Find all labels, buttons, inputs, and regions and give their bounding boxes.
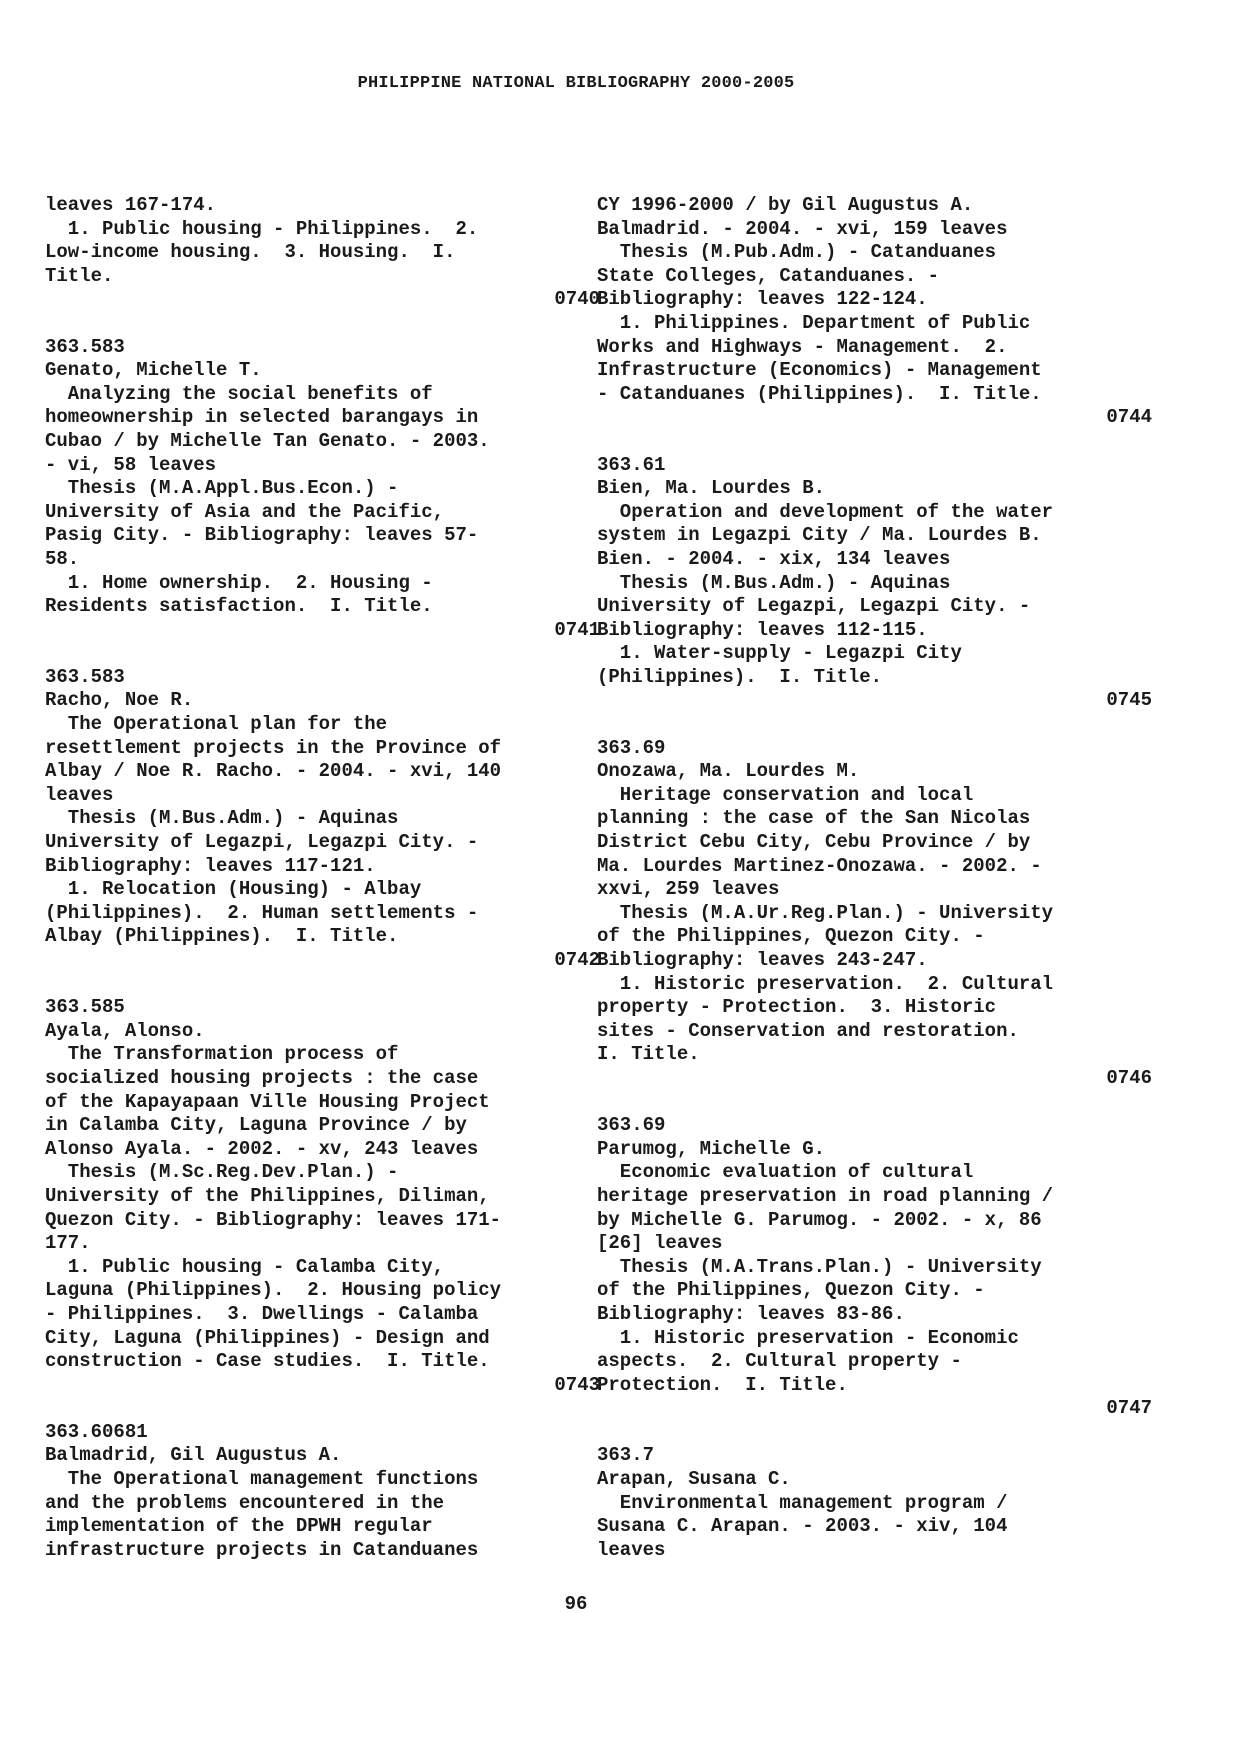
text-line: - vi, 58 leaves (45, 453, 217, 476)
text-line: leaves (45, 783, 114, 806)
text-line: - Catanduanes (Philippines). I. Title. (597, 382, 1042, 405)
text-line: infrastructure projects in Catanduanes (45, 1538, 479, 1561)
text-line: The Operational management functions (45, 1468, 479, 1491)
text-line: Onozawa, Ma. Lourdes M. (597, 760, 860, 783)
text-line: Bien, Ma. Lourdes B. (597, 477, 826, 500)
text-line: 363.61 (597, 453, 666, 476)
entry-spacer (45, 312, 600, 336)
text-line: 1. Public housing - Calamba City, (45, 1255, 445, 1278)
text-line: construction - Case studies. I. Title. (45, 1350, 490, 1373)
text-line: by Michelle G. Parumog. - 2002. - x, 86 (597, 1208, 1042, 1231)
text-line: University of Legazpi, Legazpi City. - (597, 595, 1031, 618)
text-line: 1. Home ownership. 2. Housing - (45, 571, 433, 594)
text-line: Bibliography: leaves 112-115. (597, 618, 928, 641)
text-line: of the Philippines, Quezon City. - (597, 925, 985, 948)
text-line: socialized housing projects : the case (45, 1066, 479, 1089)
entry-number: 0747 (1106, 1397, 1152, 1420)
text-line: system in Legazpi City / Ma. Lourdes B. (597, 524, 1042, 547)
entry-number: 0744 (1106, 406, 1152, 429)
text-line: Bibliography: leaves 243-247. (597, 949, 928, 971)
text-line: of the Philippines, Quezon City. - (597, 1279, 985, 1302)
text-line: leaves 167-174. (45, 194, 217, 216)
text-line: University of Asia and the Pacific, (45, 500, 445, 523)
text-line: The Transformation process of (45, 1043, 399, 1066)
text-line: 1. Historic preservation - Economic (597, 1326, 1019, 1349)
text-line: Albay / Noe R. Racho. - 2004. - xvi, 140 (45, 760, 502, 783)
text-line: Residents satisfaction. I. Title. (45, 595, 433, 618)
text-line: planning : the case of the San Nicolas (597, 807, 1031, 830)
text-line: Economic evaluation of cultural (597, 1161, 974, 1184)
text-line: sites - Conservation and restoration. (597, 1019, 1019, 1042)
text-line: Protection. I. Title. (597, 1373, 848, 1396)
text-line: heritage preservation in road planning / (597, 1184, 1054, 1207)
text-line: (Philippines). 2. Human settlements - (45, 901, 479, 924)
text-line: State Colleges, Catanduanes. - (597, 264, 940, 287)
text-line: (Philippines). I. Title. (597, 665, 883, 688)
entry-spacer (597, 430, 1152, 454)
text-line: Ayala, Alonso. (45, 1019, 205, 1042)
text-line: xxvi, 259 leaves (597, 878, 780, 901)
text-line: Albay (Philippines). I. Title. (45, 925, 399, 948)
text-line: Balmadrid, Gil Augustus A. (45, 1444, 342, 1467)
text-line: of the Kapayapaan Ville Housing Project (45, 1090, 490, 1113)
text-line: 177. (45, 1232, 91, 1255)
text-line: 1. Philippines. Department of Public (597, 311, 1031, 334)
text-line: Thesis (M.Pub.Adm.) - Catanduanes (597, 241, 997, 264)
text-line: Bibliography: leaves 83-86. (597, 1302, 905, 1325)
text-line: Thesis (M.Bus.Adm.) - Aquinas (45, 807, 399, 830)
text-line: 1. Relocation (Housing) - Albay (45, 878, 422, 901)
text-line: property - Protection. 3. Historic (597, 996, 997, 1019)
text-line: 363.583 (45, 665, 125, 688)
text-line: Racho, Noe R. (45, 689, 194, 712)
text-line: Thesis (M.A.Ur.Reg.Plan.) - University (597, 901, 1054, 924)
entry-number: 0743 (554, 1373, 600, 1396)
entry-spacer (45, 1397, 600, 1421)
text-line: Susana C. Arapan. - 2003. - xiv, 104 (597, 1515, 1008, 1538)
text-line: District Cebu City, Cebu Province / by (597, 831, 1031, 854)
text-line: 363.69 (597, 736, 666, 759)
text-line: 1. Historic preservation. 2. Cultural (597, 972, 1054, 995)
text-line: Bibliography: leaves 117-121. (45, 854, 376, 877)
text-line: Parumog, Michelle G. (597, 1137, 826, 1160)
text-line: Thesis (M.A.Appl.Bus.Econ.) - (45, 477, 399, 500)
text-line: 1. Water-supply - Legazpi City (597, 642, 962, 665)
text-line: Pasig City. - Bibliography: leaves 57- (45, 524, 479, 547)
right-column (597, 194, 1152, 1562)
text-line: CY 1996-2000 / by Gil Augustus A. (597, 194, 974, 216)
entry-number: 0741 (554, 618, 600, 641)
text-line: Thesis (M.Bus.Adm.) - Aquinas (597, 571, 951, 594)
text-line: 363.583 (45, 335, 125, 358)
entry-number: 0740 (554, 288, 600, 311)
text-line: Analyzing the social benefits of (45, 382, 433, 405)
page-header: PHILIPPINE NATIONAL BIBLIOGRAPHY 2000-2005 (357, 74, 795, 93)
text-line: Arapan, Susana C. (597, 1468, 791, 1491)
text-line: Operation and development of the water (597, 500, 1054, 523)
text-line: resettlement projects in the Province of (45, 736, 502, 759)
text-line: Bibliography: leaves 122-124. (597, 288, 928, 311)
text-line: Environmental management program / (597, 1491, 1008, 1514)
entry-spacer (597, 1091, 1152, 1115)
text-line: 363.69 (597, 1114, 666, 1137)
text-line: - Philippines. 3. Dwellings - Calamba (45, 1302, 479, 1325)
text-line: University of Legazpi, Legazpi City. - (45, 831, 479, 854)
text-line: The Operational plan for the (45, 713, 388, 736)
text-line: Laguna (Philippines). 2. Housing policy (45, 1279, 502, 1302)
left-column (45, 194, 600, 1562)
text-line: Thesis (M.Sc.Reg.Dev.Plan.) - (45, 1161, 399, 1184)
text-line: Works and Highways - Management. 2. (597, 335, 1008, 358)
text-line: Low-income housing. 3. Housing. I. (45, 241, 456, 264)
text-line: Balmadrid. - 2004. - xvi, 159 leaves (597, 217, 1008, 240)
text-line: 363.7 (597, 1444, 655, 1467)
text-line: Quezon City. - Bibliography: leaves 171- (45, 1208, 502, 1231)
text-line: [26] leaves (597, 1232, 723, 1255)
text-line: Genato, Michelle T. (45, 359, 262, 382)
text-line: Title. (45, 264, 114, 287)
entry-number: 0742 (554, 949, 600, 971)
text-line: leaves (597, 1538, 666, 1561)
text-line: Alonso Ayala. - 2002. - xv, 243 leaves (45, 1137, 479, 1160)
entry-spacer (45, 642, 600, 666)
text-line: 363.585 (45, 996, 125, 1019)
page-number: 96 (564, 1593, 588, 1615)
text-line: 363.60681 (45, 1420, 148, 1443)
text-line: 58. (45, 547, 80, 570)
entry-spacer (45, 973, 600, 997)
entry-number: 0746 (1106, 1066, 1152, 1089)
text-line: aspects. 2. Cultural property - (597, 1350, 962, 1373)
text-line: in Calamba City, Laguna Province / by (45, 1114, 467, 1137)
text-line: Ma. Lourdes Martinez-Onozawa. - 2002. - (597, 854, 1042, 877)
text-line: Bien. - 2004. - xix, 134 leaves (597, 547, 951, 570)
entry-spacer (597, 713, 1152, 737)
entry-number: 0745 (1106, 689, 1152, 712)
text-line: 1. Public housing - Philippines. 2. (45, 217, 479, 240)
text-line: homeownership in selected barangays in (45, 406, 479, 429)
text-line: Heritage conservation and local (597, 783, 974, 806)
text-line: Infrastructure (Economics) - Management (597, 359, 1042, 382)
text-line: I. Title. (597, 1043, 700, 1066)
text-line: City, Laguna (Philippines) - Design and (45, 1326, 490, 1349)
text-line: Thesis (M.A.Trans.Plan.) - University (597, 1255, 1042, 1278)
text-line: and the problems encountered in the (45, 1491, 445, 1514)
text-line: implementation of the DPWH regular (45, 1515, 433, 1538)
entry-spacer (597, 1421, 1152, 1445)
text-line: University of the Philippines, Diliman, (45, 1184, 490, 1207)
text-line: Cubao / by Michelle Tan Genato. - 2003. (45, 429, 490, 452)
